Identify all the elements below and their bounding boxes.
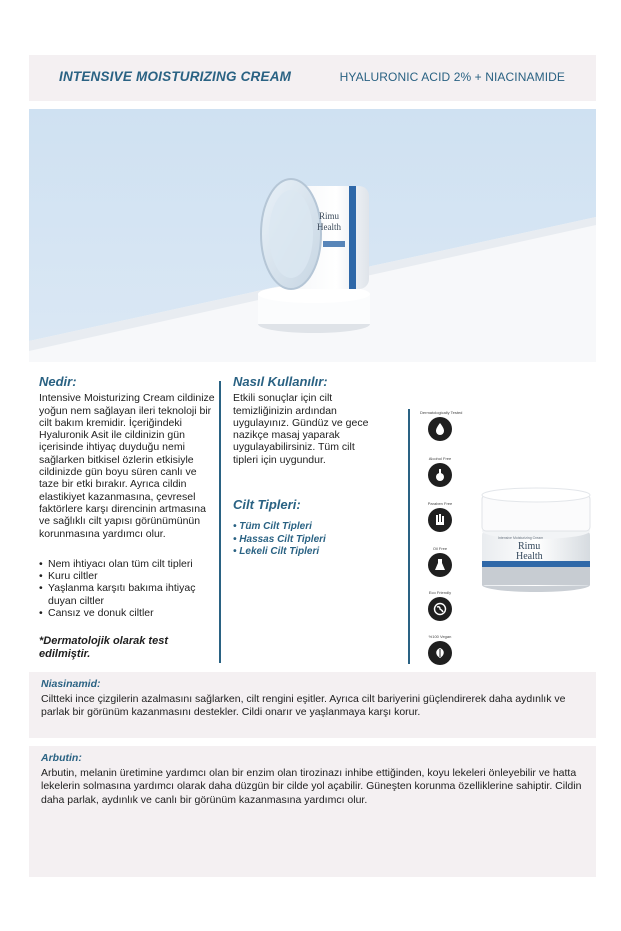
list-item: • Cansız ve donuk ciltler [39,607,216,619]
jar-brand-line2: Health [516,551,543,562]
usage-description: Etkili sonuçlar için cilt temizliğinizin ardından uygulayınız. Gündüz ve gece nazikçe masaj yaparak uygulayabilirsiniz. Tüm cilt tipleri için uygundur. [233,392,369,466]
arbutin-section [29,746,596,877]
skin-types-title: Cilt Tipleri: [233,497,301,513]
nedir-title: Nedir: [39,374,77,389]
arbutin-text: Arbutin, melanin üretimine yardımcı olan bir enzim olan tirozinazı inhibe ettiğinden, koyu lekeleri önleyebilir ve hatta lekelerin solmasına yardımcı olarak daha düzgün bir cilde yol açabilir. Güneşten korunma özelliklerine sahiptir. Cildin daha parlak, aydınlık ve canlı bir görünüm kazanmasına yardımcı olur. [41,766,582,806]
list-item: • Nem ihtiyacı olan tüm cilt tipleri [39,558,216,570]
list-item: • Lekeli Cilt Tipleri [233,545,320,557]
paraben-free-badge: Paraben Free [420,501,460,532]
svg-text:Health: Health [317,222,341,232]
vegan-badge: %100 Vegan [420,634,460,665]
vegan-icon [428,641,452,665]
hero-jar-illustration [29,109,596,362]
niasinamid-title: Niasinamid: [41,678,101,690]
niasinamid-section [29,672,596,738]
nedir-description: Intensive Moisturizing Cream cildinize yoğun nem sağlayan ileri teknoloji bir cilt bakım kremidir. İçeriğindeki Hyaluronik Asit ile cildinizin gün içerisinde ihtiyaç duyduğu nemi sağlarken bitkisel özlerin etkisiyle cildinizde gün boyu süren canlı ve taze bir etki bırakır. Ayrıca cildin elastikiyet kazanmasına, çevresel faktörlere karşı direncinin artmasına ve sağlıklı cilt yapısı görünümünün korunmasına yardımcı olur. [39,392,215,540]
nedir-section [39,376,216,661]
paraben-free-icon [428,508,452,532]
usage-title: Nasıl Kullanılır: [233,374,328,389]
dermatologically-tested-icon [428,417,452,441]
dermatologically-tested-badge: Dermatologically Tested [420,410,460,441]
oil-free-badge: Oil Free [420,546,460,577]
target-skin-list [39,558,216,619]
list-item: • Tüm Cilt Tipleri [233,521,312,533]
eco-friendly-badge: Eco Friendly [420,590,460,621]
svg-text:Rimu: Rimu [319,211,340,221]
hero-product-image [29,109,596,362]
usage-section [233,376,381,558]
arbutin-title: Arbutin: [41,752,82,764]
alcohol-free-badge: Alcohol Free [420,456,460,487]
header-subtitle: HYALURONIC ACID 2% + NIACINAMIDE [339,70,565,84]
dermatology-note: *Dermatolojik olarak test edilmiştir. [39,635,168,661]
list-item: • Kuru ciltler [39,570,216,582]
eco-friendly-icon [428,597,452,621]
alcohol-free-icon [428,463,452,487]
niasinamid-text: Ciltteki ince çizgilerin azalmasını sağlarken, cilt rengini eşitler. Ayrıca cilt bariyerini güçlendirerek daha aydınlık ve parlak bir görünüm kazanmasını destekler. Cildi onarır ve yaşlanmaya karşı korur. [41,692,566,718]
product-jar-image [478,487,596,598]
list-item: • Hassas Cilt Tipleri [233,533,326,545]
jar-small-label: Intensive Moisturizing Cream [498,536,544,540]
oil-free-icon [428,553,452,577]
header-title: INTENSIVE MOISTURIZING CREAM [59,69,292,84]
icons-divider [408,409,410,664]
jar-brand-line1: Rimu [518,541,541,552]
list-item: • Yaşlanma karşıtı bakıma ihtiyaç duyan ciltler [39,582,216,607]
header-band [29,55,596,101]
skin-types-list [233,521,381,558]
column-divider [219,381,221,663]
